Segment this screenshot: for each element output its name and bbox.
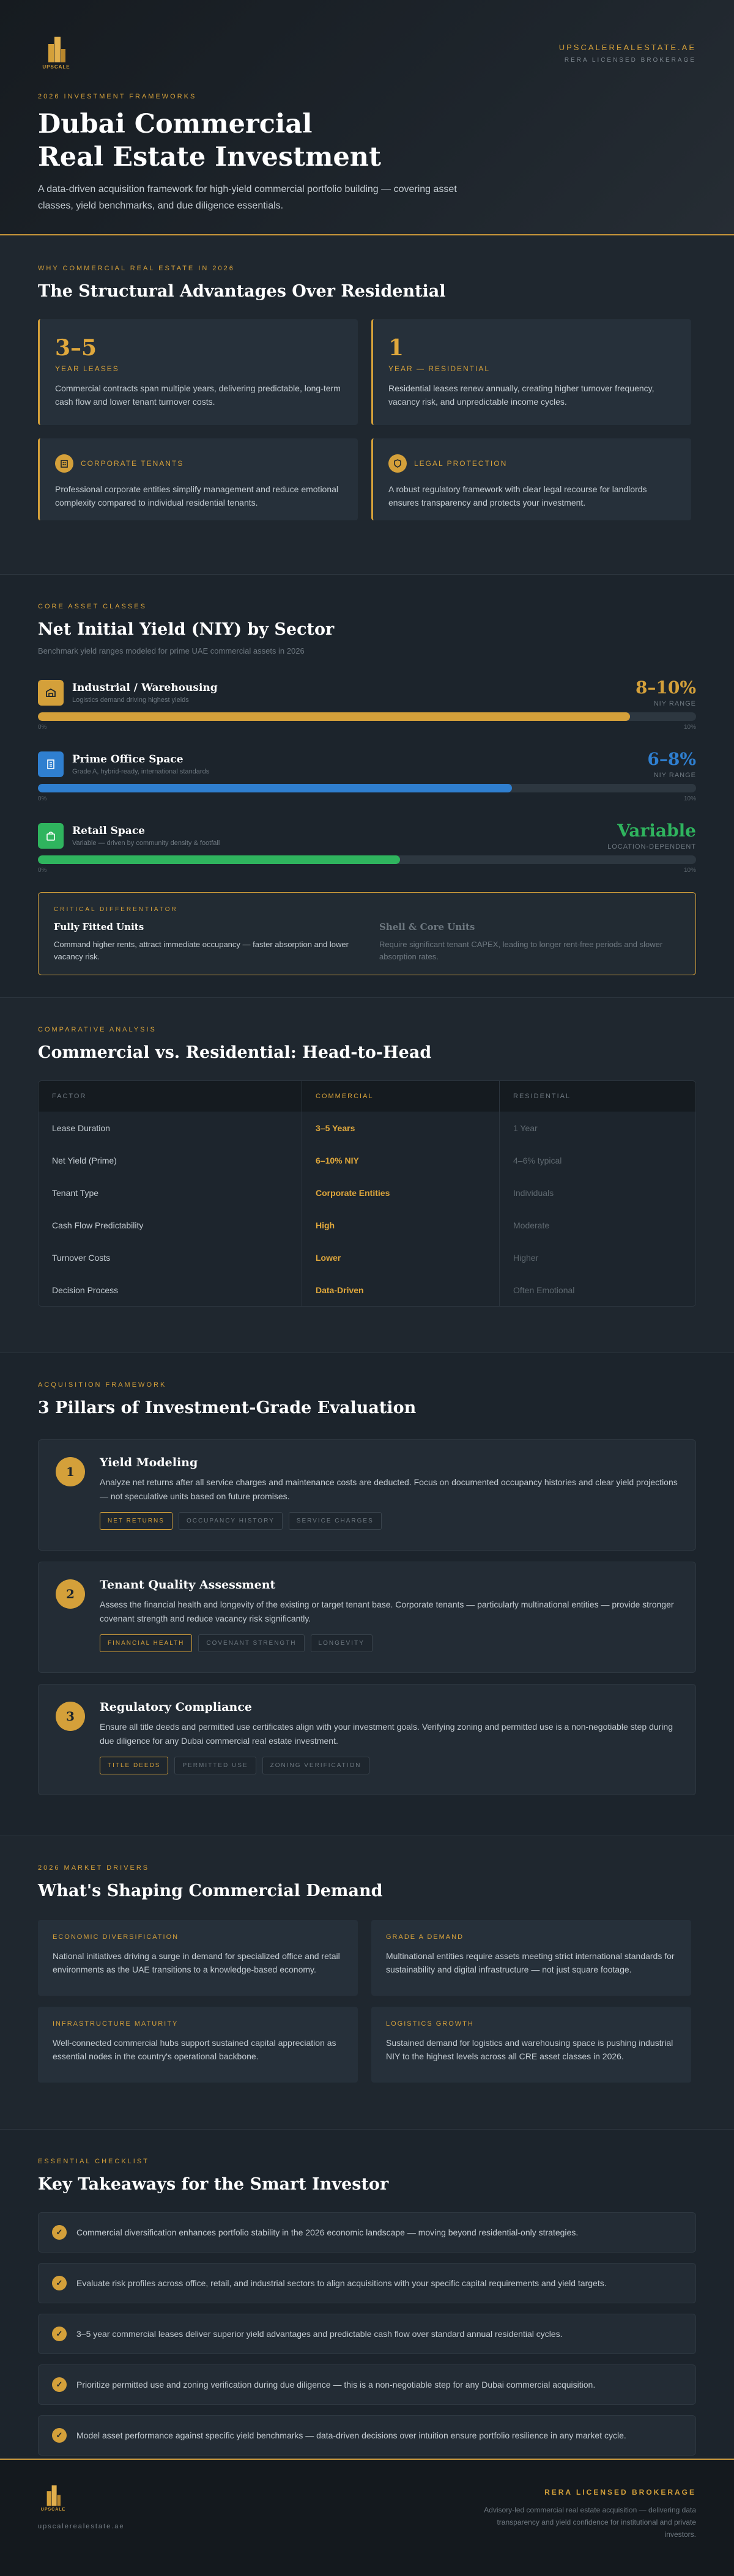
check-icon: ✓ <box>52 2428 67 2443</box>
footer-site-link[interactable]: upscalerealestate.ae <box>38 2523 125 2530</box>
pillar-number: 3 <box>56 1702 85 1731</box>
hero-lead: A data-driven acquisition framework for high-yield commercial portfolio building — covering asset classes, yield benchmarks, and due diligence essentials. <box>38 184 457 211</box>
shell-core-desc: Require significant tenant CAPEX, leading to longer rent-free periods and slower absorption rates. <box>379 940 663 961</box>
takeaway-text: 3–5 year commercial leases deliver superior yield advantages and predictable cash flow over standard annual residential cycles. <box>76 2329 563 2339</box>
driver-card <box>371 1920 691 1996</box>
pillar-title: Regulatory Compliance <box>100 1700 253 1714</box>
fully-fitted-desc: Command higher rents, attract immediate occupancy — faster absorption and lower vacancy risk. <box>54 940 349 961</box>
header-commercial: COMMERCIAL <box>302 1081 499 1112</box>
check-icon: ✓ <box>52 2276 67 2290</box>
pillar-tags <box>100 1512 678 1530</box>
table-row <box>39 1241 695 1274</box>
pillar-tag[interactable]: OCCUPANCY HISTORY <box>179 1512 283 1530</box>
niy-bar-track <box>38 855 696 864</box>
cell-residential: Individuals <box>499 1176 695 1209</box>
driver-card <box>38 2007 358 2083</box>
section-eyebrow: WHY COMMERCIAL REAL ESTATE IN 2026 <box>38 265 235 272</box>
scale-max: 10% <box>683 724 696 731</box>
advantage-label: YEAR LEASES <box>55 364 119 373</box>
advantage-number: 3–5 <box>55 335 97 361</box>
niy-sector-name: Industrial / Warehousing <box>72 681 218 694</box>
driver-desc: Sustained demand for logistics and warehousing space is pushing industrial NIY to the highest levels across all CRE asset classes in 2026. <box>386 2038 673 2061</box>
pillar-number: 2 <box>56 1579 85 1609</box>
table-header <box>39 1081 695 1112</box>
header-factor: FACTOR <box>52 1093 87 1100</box>
check-icon: ✓ <box>52 2225 67 2240</box>
advantage-card-residential-leases <box>371 319 691 425</box>
niy-sector-value-block <box>636 677 696 707</box>
pillars-list <box>38 1439 696 1795</box>
pillar-tag[interactable]: SERVICE CHARGES <box>289 1512 382 1530</box>
warehouse-icon <box>38 680 64 706</box>
scale-max: 10% <box>683 867 696 874</box>
advantages-section <box>0 235 734 575</box>
cell-factor: Net Yield (Prime) <box>52 1155 117 1165</box>
check-icon: ✓ <box>52 2327 67 2341</box>
driver-desc: National initiatives driving a surge in demand for specialized office and retail environments as the UAE transitions to a knowledge-based economy. <box>53 1951 340 1974</box>
building-logo-icon <box>45 2484 61 2506</box>
pillars-section <box>0 1353 734 1836</box>
advantage-label: LEGAL PROTECTION <box>414 459 508 468</box>
logo-text: UPSCALE <box>40 2508 66 2512</box>
niy-list <box>38 677 696 874</box>
cell-factor: Tenant Type <box>52 1187 99 1198</box>
niy-sector-name: Prime Office Space <box>72 753 184 766</box>
driver-card <box>38 1920 358 1996</box>
takeaway-item <box>38 2212 696 2253</box>
takeaway-item <box>38 2415 696 2456</box>
footer <box>0 2459 734 2576</box>
pillar-card <box>38 1439 696 1551</box>
niy-bar-scale <box>38 867 696 874</box>
fully-fitted-column <box>54 921 355 963</box>
pillar-tag[interactable]: FINANCIAL HEALTH <box>100 1634 192 1652</box>
advantage-desc: A robust regulatory framework with clear legal recourse for landlords ensures transparency and protects your investment. <box>388 484 647 507</box>
niy-sector-value: Variable <box>617 821 696 841</box>
shell-core-title: Shell & Core Units <box>379 921 475 932</box>
cell-residential: Higher <box>499 1241 695 1274</box>
fully-fitted-title: Fully Fitted Units <box>54 921 144 932</box>
niy-bar-fill <box>38 784 512 792</box>
driver-heading: INFRASTRUCTURE MATURITY <box>53 2020 179 2028</box>
footer-brand <box>464 2488 696 2541</box>
building-logo-icon <box>46 35 67 62</box>
page-title <box>38 108 696 174</box>
takeaway-text: Prioritize permitted use and zoning verification during due diligence — this is a non-negotiable step for any Dubai commercial acquisition. <box>76 2380 596 2390</box>
building-icon <box>55 454 73 473</box>
niy-sector-header <box>38 821 696 851</box>
advantage-number: 1 <box>388 335 404 361</box>
check-icon: ✓ <box>52 2377 67 2392</box>
driver-desc: Multinational entities require assets meeting strict international standards for sustainability and digital infrastructure — not just square footage. <box>386 1951 675 1974</box>
cell-residential: Moderate <box>499 1209 695 1241</box>
footer-desc: Advisory-led commercial real estate acquisition — delivering data transparency and yield confidence for institutional and private investors. <box>484 2506 696 2539</box>
office-icon <box>38 751 64 777</box>
advantage-label: YEAR — RESIDENTIAL <box>388 364 491 373</box>
pillar-tag[interactable]: TITLE DEEDS <box>100 1757 168 1774</box>
cell-factor: Cash Flow Predictability <box>52 1220 144 1230</box>
advantage-desc: Professional corporate entities simplify management and reduce emotional complexity compared to individual residential tenants. <box>55 484 339 507</box>
pillar-title: Yield Modeling <box>100 1456 198 1469</box>
title-line-1: Dubai Commercial <box>38 109 313 139</box>
niy-sector-value-block <box>647 749 696 779</box>
niy-sector-range-label: LOCATION-DEPENDENT <box>607 843 696 851</box>
shield-icon <box>388 454 407 473</box>
niy-sector-header <box>38 677 696 707</box>
hero-brand <box>559 43 696 64</box>
section-eyebrow: ESSENTIAL CHECKLIST <box>38 2158 149 2165</box>
advantage-label: CORPORATE TENANTS <box>81 459 184 468</box>
cell-commercial: Corporate Entities <box>302 1176 499 1209</box>
niy-bar-fill <box>38 855 400 864</box>
header-residential: RESIDENTIAL <box>499 1081 695 1112</box>
driver-card <box>371 2007 691 2083</box>
niy-sector-header <box>38 749 696 779</box>
section-eyebrow: CORE ASSET CLASSES <box>38 603 147 610</box>
takeaway-item <box>38 2314 696 2354</box>
footer-rera: RERA LICENSED BROKERAGE <box>544 2488 696 2497</box>
niy-bar-scale <box>38 724 696 731</box>
drivers-grid <box>38 1920 696 2083</box>
cell-commercial: 3–5 Years <box>302 1112 499 1144</box>
niy-bar-track <box>38 784 696 792</box>
section-eyebrow: COMPARATIVE ANALYSIS <box>38 1026 157 1033</box>
hero-eyebrow: 2026 INVESTMENT FRAMEWORKS <box>38 93 197 100</box>
niy-sector-note: Grade A, hybrid-ready, international standards <box>72 767 210 775</box>
section-eyebrow: ACQUISITION FRAMEWORK <box>38 1381 167 1389</box>
scale-min: 0% <box>38 724 47 731</box>
cell-residential: 4–6% typical <box>499 1144 695 1176</box>
critical-differentiator <box>38 892 696 975</box>
table-row <box>39 1176 695 1209</box>
takeaway-text: Evaluate risk profiles across office, retail, and industrial sectors to align acquisitions with your specific capital requirements and yield targets. <box>76 2278 607 2288</box>
pillar-tag[interactable]: PERMITTED USE <box>174 1757 256 1774</box>
pillar-tag[interactable]: COVENANT STRENGTH <box>198 1634 304 1652</box>
title-line-2: Real Estate Investment <box>38 142 381 172</box>
table-row <box>39 1144 695 1176</box>
niy-sector-row <box>38 821 696 874</box>
takeaway-text: Model asset performance against specific yield benchmarks — data-driven decisions over intuition ensure portfolio resilience in any market cycle. <box>76 2430 626 2440</box>
takeaway-item <box>38 2364 696 2405</box>
section-title: Net Initial Yield (NIY) by Sector <box>38 620 335 639</box>
cell-commercial: Data-Driven <box>302 1274 499 1306</box>
niy-sector-info <box>72 753 209 775</box>
driver-desc: Well-connected commercial hubs support sustained capital appreciation as essential nodes in the country's operational backbone. <box>53 2038 336 2061</box>
niy-bar-track <box>38 712 696 721</box>
cell-residential: Often Emotional <box>499 1274 695 1306</box>
scale-min: 0% <box>38 867 47 874</box>
cell-factor: Turnover Costs <box>52 1252 111 1263</box>
niy-sector-info <box>72 825 220 847</box>
differentiator-eyebrow: CRITICAL DIFFERENTIATOR <box>54 906 178 913</box>
niy-section <box>0 575 734 998</box>
section-title: 3 Pillars of Investment-Grade Evaluation <box>38 1398 417 1417</box>
takeaways-list <box>38 2212 696 2456</box>
niy-bar-scale <box>38 795 696 802</box>
niy-sector-row <box>38 677 696 731</box>
niy-sector-value-block <box>607 821 696 851</box>
cell-residential: 1 Year <box>499 1112 695 1144</box>
table-row <box>39 1112 695 1144</box>
niy-sector-value: 8–10% <box>635 677 696 698</box>
pillar-tags <box>100 1634 678 1652</box>
section-eyebrow: 2026 MARKET DRIVERS <box>38 1864 150 1872</box>
pillar-title: Tenant Quality Assessment <box>100 1578 276 1592</box>
niy-sector-note: Variable — driven by community density & footfall <box>72 839 220 847</box>
advantage-card-corporate-tenants <box>38 438 358 520</box>
pillar-card <box>38 1562 696 1673</box>
cell-commercial: 6–10% NIY <box>302 1144 499 1176</box>
pillar-desc: Analyze net returns after all service charges and maintenance costs are deducted. Focus on documented occupancy histories and clear yield projections — not speculative units based on future promises. <box>100 1477 678 1501</box>
shell-core-column <box>379 921 680 963</box>
section-title: The Structural Advantages Over Residential <box>38 282 446 301</box>
takeaway-item <box>38 2263 696 2303</box>
driver-heading: LOGISTICS GROWTH <box>386 2020 474 2028</box>
niy-sector-row <box>38 749 696 802</box>
niy-sector-info <box>72 682 218 704</box>
takeaway-text: Commercial diversification enhances portfolio stability in the 2026 economic landscape — moving beyond residential-only strategies. <box>76 2227 579 2237</box>
scale-min: 0% <box>38 795 47 802</box>
section-subtitle: Benchmark yield ranges modeled for prime UAE commercial assets in 2026 <box>38 646 305 655</box>
comparison-table <box>38 1080 696 1307</box>
pillar-desc: Assess the financial health and longevity of the existing or target tenant base. Corporate tenants — particularly multinational entities — provide stronger covenant strength and reduce vacancy risk significantly. <box>100 1600 674 1623</box>
driver-heading: ECONOMIC DIVERSIFICATION <box>53 1933 179 1941</box>
pillar-number: 1 <box>56 1457 85 1486</box>
site-link[interactable]: UPSCALEREALESTATE.AE <box>558 43 696 52</box>
pillar-desc: Ensure all title deeds and permitted use certificates align with your investment goals. Verifying zoning and permitted use is a non-negotiable step during due diligence for any Dubai commercial real estate investment. <box>100 1722 673 1746</box>
section-title: What's Shaping Commercial Demand <box>38 1881 383 1900</box>
pillar-tag[interactable]: ZONING VERIFICATION <box>262 1757 369 1774</box>
rera-label: RERA LICENSED BROKERAGE <box>564 57 696 64</box>
cell-factor: Lease Duration <box>52 1123 110 1133</box>
advantage-card-legal-protection <box>371 438 691 520</box>
niy-bar-fill <box>38 712 630 721</box>
logo[interactable] <box>38 35 75 70</box>
comparison-section <box>0 998 734 1353</box>
takeaways-section <box>0 2130 734 2459</box>
advantages-grid <box>38 319 696 520</box>
niy-sector-range-label: NIY RANGE <box>653 700 696 707</box>
table-row <box>39 1209 695 1241</box>
retail-icon <box>38 823 64 849</box>
pillar-card <box>38 1684 696 1795</box>
advantage-card-commercial-leases <box>38 319 358 425</box>
section-title: Commercial vs. Residential: Head-to-Head <box>38 1043 432 1062</box>
niy-sector-range-label: NIY RANGE <box>653 772 696 779</box>
pillar-tag[interactable]: NET RETURNS <box>100 1512 172 1530</box>
pillar-tag[interactable]: LONGEVITY <box>311 1634 373 1652</box>
cell-commercial: High <box>302 1209 499 1241</box>
drivers-section <box>0 1836 734 2130</box>
niy-sector-value: 6–8% <box>647 749 696 769</box>
driver-heading: GRADE A DEMAND <box>386 1933 464 1941</box>
cell-commercial: Lower <box>302 1241 499 1274</box>
advantage-desc: Commercial contracts span multiple years, delivering predictable, long-term cash flow and lower tenant turnover costs. <box>55 383 341 407</box>
hero <box>0 0 734 235</box>
niy-sector-name: Retail Space <box>72 824 145 837</box>
footer-logo[interactable] <box>38 2484 69 2512</box>
scale-max: 10% <box>683 795 696 802</box>
niy-sector-note: Logistics demand driving highest yields <box>72 696 189 704</box>
pillar-tags <box>100 1757 678 1774</box>
cell-factor: Decision Process <box>52 1285 119 1295</box>
table-row <box>39 1274 695 1306</box>
section-title: Key Takeaways for the Smart Investor <box>38 2175 389 2194</box>
logo-text: UPSCALE <box>42 64 70 70</box>
advantage-desc: Residential leases renew annually, creating higher turnover frequency, vacancy risk, and unpredictable income cycles. <box>388 383 654 407</box>
